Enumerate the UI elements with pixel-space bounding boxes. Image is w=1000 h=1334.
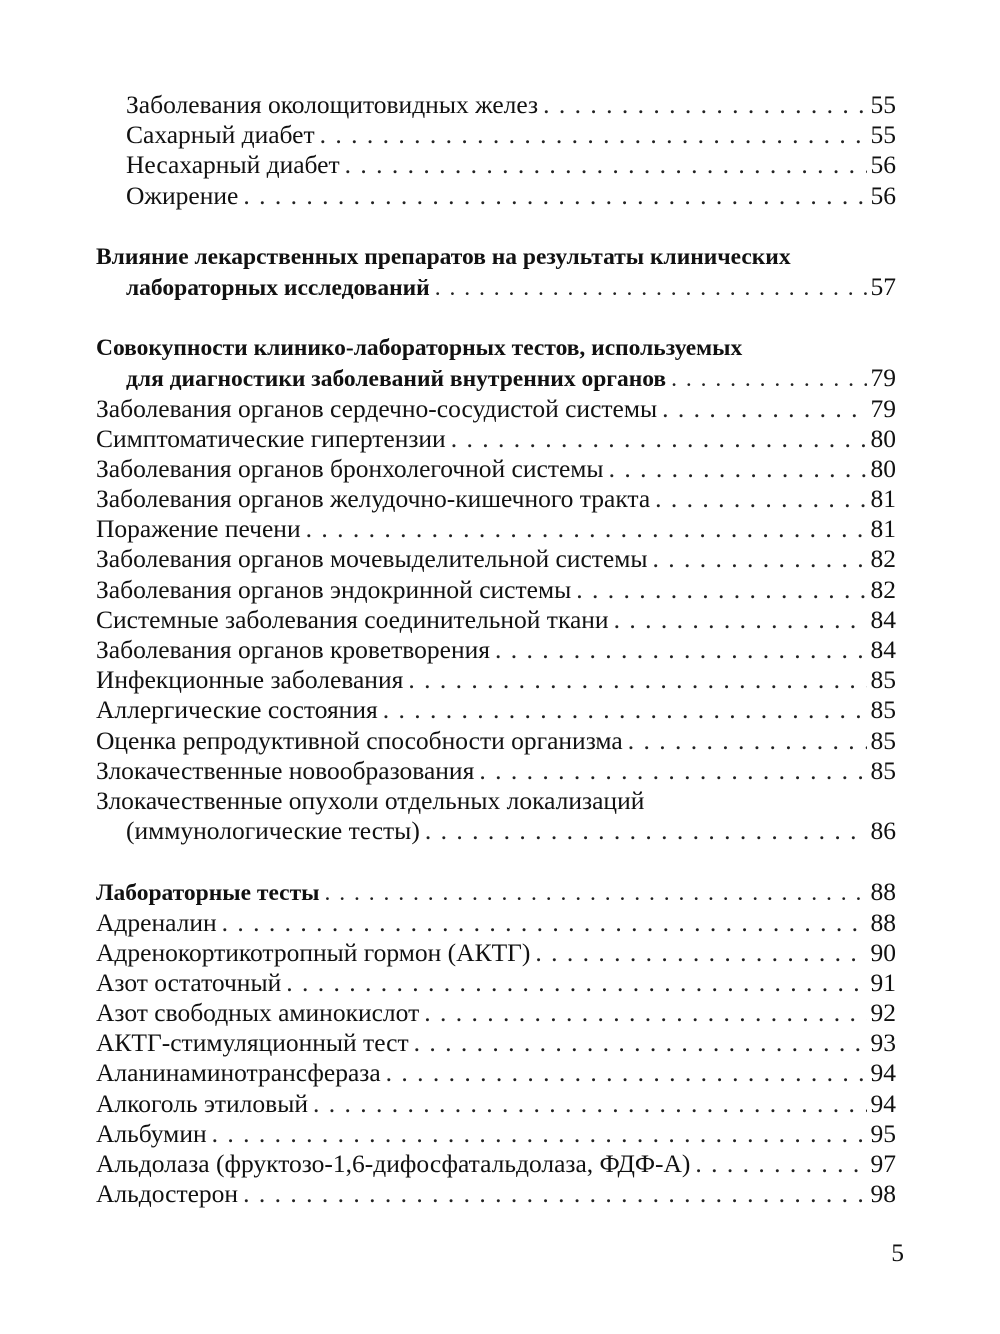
toc-entry-title: Аланинаминотрансфераза — [96, 1058, 381, 1088]
toc-entry — [96, 544, 896, 574]
leader-dots — [222, 908, 867, 938]
leader-dots — [653, 544, 867, 574]
leader-dots — [495, 635, 867, 665]
toc-entry-title: Лабораторные тесты — [96, 880, 320, 907]
toc-entry-page: 97 — [870, 1149, 896, 1178]
toc-entry-page: 81 — [870, 484, 896, 514]
toc-entry — [96, 1058, 896, 1088]
toc-entry-title: Аллергические состояния — [96, 695, 378, 725]
toc-entry — [96, 484, 896, 514]
toc-entry — [96, 1149, 896, 1179]
toc-entry — [96, 1089, 896, 1119]
leader-dots — [479, 756, 866, 786]
toc-entry-page: 56 — [870, 150, 896, 180]
toc-entry-title: Заболевания органов эндокринной системы — [96, 574, 572, 604]
toc-entry-title: Сахарный диабет — [126, 120, 315, 150]
toc-entry-page: 85 — [870, 665, 896, 695]
toc-entry-page: 84 — [870, 635, 896, 664]
toc-entry-title: Заболевания околощитовидных желез — [126, 90, 539, 119]
toc-entry-title: Заболевания органов сердечно-сосудистой системы — [96, 393, 658, 423]
toc-entry-title: (иммунологические тесты) — [126, 816, 420, 846]
section-heading-sets-cont — [96, 363, 896, 393]
toc-entry — [96, 998, 896, 1028]
toc-entry-page: 79 — [870, 363, 896, 393]
leader-dots — [671, 364, 866, 394]
toc-entry-title: Инфекционные заболевания — [96, 665, 404, 695]
section-heading-drugs: Влияние лекарственных препаратов на результаты клинических — [96, 243, 791, 270]
toc-entry-page: 81 — [870, 514, 896, 544]
toc-entry — [96, 575, 896, 605]
table-of-contents — [96, 90, 896, 1209]
toc-entry-title: Заболевания органов бронхолегочной системы — [96, 453, 604, 483]
leader-dots — [414, 1028, 867, 1058]
toc-entry-title: Алкоголь этиловый — [96, 1088, 308, 1118]
toc-entry — [96, 1028, 896, 1058]
toc-entry-title: Несахарный диабет — [126, 150, 340, 180]
toc-entry — [96, 908, 896, 938]
toc-entry-page: 55 — [870, 90, 896, 119]
toc-entry — [96, 635, 896, 665]
toc-entry-tumors-line1: Злокачественные опухоли отдельных локализаций — [96, 785, 645, 815]
leader-dots — [243, 1179, 866, 1209]
toc-entry-title: Поражение печени — [96, 514, 301, 544]
toc-entry-title: для диагностики заболеваний внутренних органов — [126, 366, 667, 393]
toc-entry-title: Симптоматические гипертензии — [96, 423, 446, 453]
toc-entry — [96, 424, 896, 454]
leader-dots — [383, 695, 867, 725]
toc-entry-page: 93 — [870, 1028, 896, 1058]
leader-dots — [609, 454, 867, 484]
leader-dots — [662, 394, 866, 424]
leader-dots — [386, 1058, 867, 1088]
toc-entry — [96, 968, 896, 998]
toc-entry-page: 88 — [870, 877, 896, 907]
toc-entry — [96, 90, 896, 120]
toc-entry — [96, 394, 896, 424]
section-heading-tests — [96, 877, 896, 907]
leader-dots — [435, 273, 867, 303]
toc-entry-page: 98 — [870, 1179, 896, 1209]
toc-entry-title: АКТГ-стимуляционный тест — [96, 1028, 409, 1058]
section-heading-drugs-cont — [96, 272, 896, 302]
leader-dots — [408, 665, 866, 695]
toc-entry-page: 80 — [870, 453, 896, 483]
toc-entry — [96, 120, 896, 150]
toc-entry-page: 57 — [870, 271, 896, 301]
leader-dots — [212, 1119, 867, 1149]
toc-entry — [96, 514, 896, 544]
toc-entry-page: 85 — [870, 755, 896, 785]
toc-entry-page: 88 — [870, 907, 896, 937]
toc-entry-page: 84 — [870, 604, 896, 634]
toc-entry — [96, 726, 896, 756]
toc-entry-title: Азот свободных аминокислот — [96, 998, 420, 1028]
toc-entry — [96, 665, 896, 695]
leader-dots — [313, 1089, 867, 1119]
toc-entry-page: 90 — [870, 937, 896, 967]
toc-entry — [96, 938, 896, 968]
leader-dots — [576, 575, 866, 605]
toc-entry-title: Заболевания органов мочевыделительной системы — [96, 544, 648, 574]
leader-dots — [628, 726, 867, 756]
toc-entry-title: Альдостерон — [96, 1179, 239, 1209]
toc-entry-title: Системные заболевания соединительной ткани — [96, 604, 609, 634]
toc-entry-title: Адренокортикотропный гормон (АКТГ) — [96, 937, 531, 967]
toc-entry-page: 91 — [870, 967, 896, 997]
toc-entry — [96, 1119, 896, 1149]
toc-entry-title: Адреналин — [96, 907, 217, 937]
toc-entry-page: 82 — [870, 574, 896, 604]
leader-dots — [320, 120, 867, 150]
toc-entry — [96, 756, 896, 786]
toc-entry-title: Альбумин — [96, 1118, 207, 1148]
toc-entry-page: 85 — [870, 725, 896, 755]
leader-dots — [535, 938, 866, 968]
toc-entry-title: лабораторных исследований — [126, 274, 430, 301]
page-number: 5 — [891, 1238, 904, 1267]
leader-dots — [306, 514, 867, 544]
toc-entry-title: Злокачественные новообразования — [96, 755, 475, 785]
leader-dots — [424, 998, 866, 1028]
toc-entry — [96, 695, 896, 725]
leader-dots — [614, 605, 867, 635]
section-heading-sets: Совокупности клинико-лабораторных тестов, используемых — [96, 335, 743, 362]
toc-entry — [96, 1179, 896, 1209]
leader-dots — [425, 816, 867, 846]
toc-entry — [96, 454, 896, 484]
toc-entry-page: 85 — [870, 695, 896, 725]
leader-dots — [451, 424, 867, 454]
toc-entry-title: Оценка репродуктивной способности организма — [96, 725, 623, 755]
leader-dots — [325, 878, 867, 908]
toc-entry-title: Заболевания органов кроветворения — [96, 635, 490, 664]
leader-dots — [243, 181, 866, 211]
toc-entry-page: 86 — [870, 816, 896, 846]
leader-dots — [345, 150, 867, 180]
leader-dots — [286, 968, 866, 998]
leader-dots — [655, 484, 866, 514]
toc-entry-title: Заболевания органов желудочно-кишечного тракта — [96, 484, 651, 514]
toc-entry-page: 80 — [870, 423, 896, 453]
toc-entry-page: 79 — [870, 393, 896, 423]
toc-entry — [96, 605, 896, 635]
toc-entry-title: Азот остаточный — [96, 967, 282, 997]
toc-entry-page: 82 — [870, 544, 896, 574]
toc-entry-page: 56 — [870, 180, 896, 210]
toc-entry-page: 55 — [870, 120, 896, 150]
toc-entry-page: 94 — [870, 1058, 896, 1088]
leader-dots — [695, 1149, 866, 1179]
toc-entry-title: Ожирение — [126, 180, 239, 210]
toc-entry-page: 92 — [870, 998, 896, 1028]
toc-entry-page: 94 — [870, 1088, 896, 1118]
toc-entry — [96, 150, 896, 180]
toc-entry-title: Альдолаза (фруктозо-1,6-дифосфатальдолаза, ФДФ-А) — [96, 1149, 691, 1178]
toc-entry-tumors-line2 — [96, 816, 896, 846]
toc-entry-page: 95 — [870, 1118, 896, 1148]
toc-entry — [96, 181, 896, 211]
leader-dots — [543, 90, 866, 120]
